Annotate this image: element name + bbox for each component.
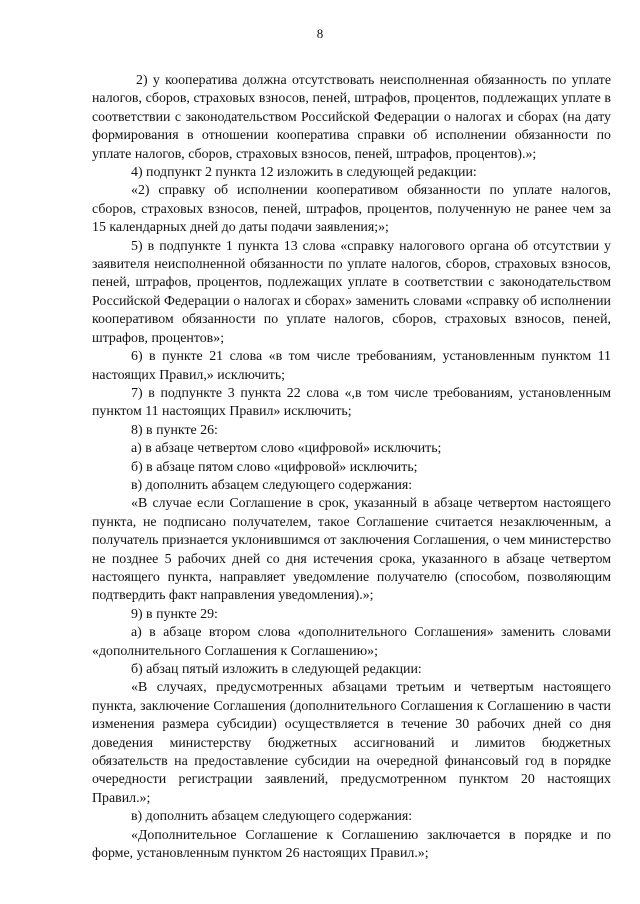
paragraph: 9) в пункте 29: (131, 606, 218, 622)
paragraph: «2) справку об исполнении кооперативом обязанности по уплате налогов, сборов, страховых взносов, пеней, штрафов, процентов, полученную не ранее чем за 15 календарных дней до даты подачи заявления;»; (92, 183, 611, 236)
paragraph: 6) в пункте 21 слова «в том числе требованиям, установленным пунктом 11 настоящих Правил,» исключить; (92, 349, 611, 383)
paragraph: 4) подпункт 2 пункта 12 изложить в следующей редакции: (131, 165, 477, 181)
page-number: 8 (316, 26, 324, 41)
paragraph: 8) в пункте 26: (131, 422, 218, 438)
paragraph: «Дополнительное Соглашение к Соглашению заключается в порядке и по форме, установленным пунктом 26 настоящих Правил.»; (92, 827, 611, 862)
paragraph: «В случаях, предусмотренных абзацами третьим и четвертым настоящего пункта, заключение Соглашения (дополнительного Соглашения к Соглашению в части изменения размера субсидии) осуществляется в течение 30 рабочих дней со дня доведения министерству бюджетных ассигнований и лимитов бюджетных обязательств на предоставление субсидии на очередной финансовый год в порядке очередности регистрации заявлений, предусмотренном пунктом 20 настоящих Правил.»; (92, 680, 611, 806)
paragraph: в) дополнить абзацем следующего содержания: (131, 809, 413, 825)
paragraph: а) в абзаце четвертом слово «цифровой» исключить; (131, 441, 442, 457)
paragraph: «В случае если Соглашение в срок, указанный в абзаце четвертом настоящего пункта, не подписано получателем, такое Соглашение считается незаключенным, а получатель признается уклонившимся от заключения Соглашения, о чем министерство не позднее 5 рабочих дней со дня истечения срока, указанного в абзаце четвертом настоящего пункта, направляет уведомление получателю (способом, позволяющим подтвердить факт направления уведомления).»; (92, 496, 611, 604)
paragraph: а) в абзаце втором слова «дополнительного Соглашения» заменить словами «дополнительного Соглашения к Соглашению»; (92, 625, 611, 659)
paragraph: 7) в подпункте 3 пункта 22 слова «,в том числе требованиям, установленным пунктом 11 настоящих Правил» исключить; (92, 385, 611, 420)
paragraph: 2) у кооператива должна отсутствовать неисполненная обязанность по уплате налогов, сборов, страховых взносов, пеней, штрафов, процентов, подлежащих уплате в соответствии с законодательством Российской Федерации о налогах и сборах (на дату формирования в отношении кооператива справки об исполнении обязанности по уплате налогов, сборов, страховых взносов, пеней, штрафов, процентов).»; (92, 73, 611, 162)
paragraph: в) дополнить абзацем следующего содержания: (131, 477, 413, 493)
paragraph: 5) в подпункте 1 пункта 13 слова «справку налогового органа об отсутствии у заявителя неисполненной обязанности по уплате налогов, сборов, страховых взносов, пеней, штрафов, процентов, подлежащих уплате в соответствии с законодательством Российской Федерации о налогах и сборах» заменить словами «справку об исполнении кооперативом обязанности по уплате налогов, сборов, страховых взносов, пеней, штрафов, процентов»; (92, 238, 611, 346)
paragraph: б) абзац пятый изложить в следующей редакции: (131, 662, 422, 677)
paragraph: б) в абзаце пятом слово «цифровой» исключить; (131, 459, 418, 475)
document-body (92, 72, 611, 863)
